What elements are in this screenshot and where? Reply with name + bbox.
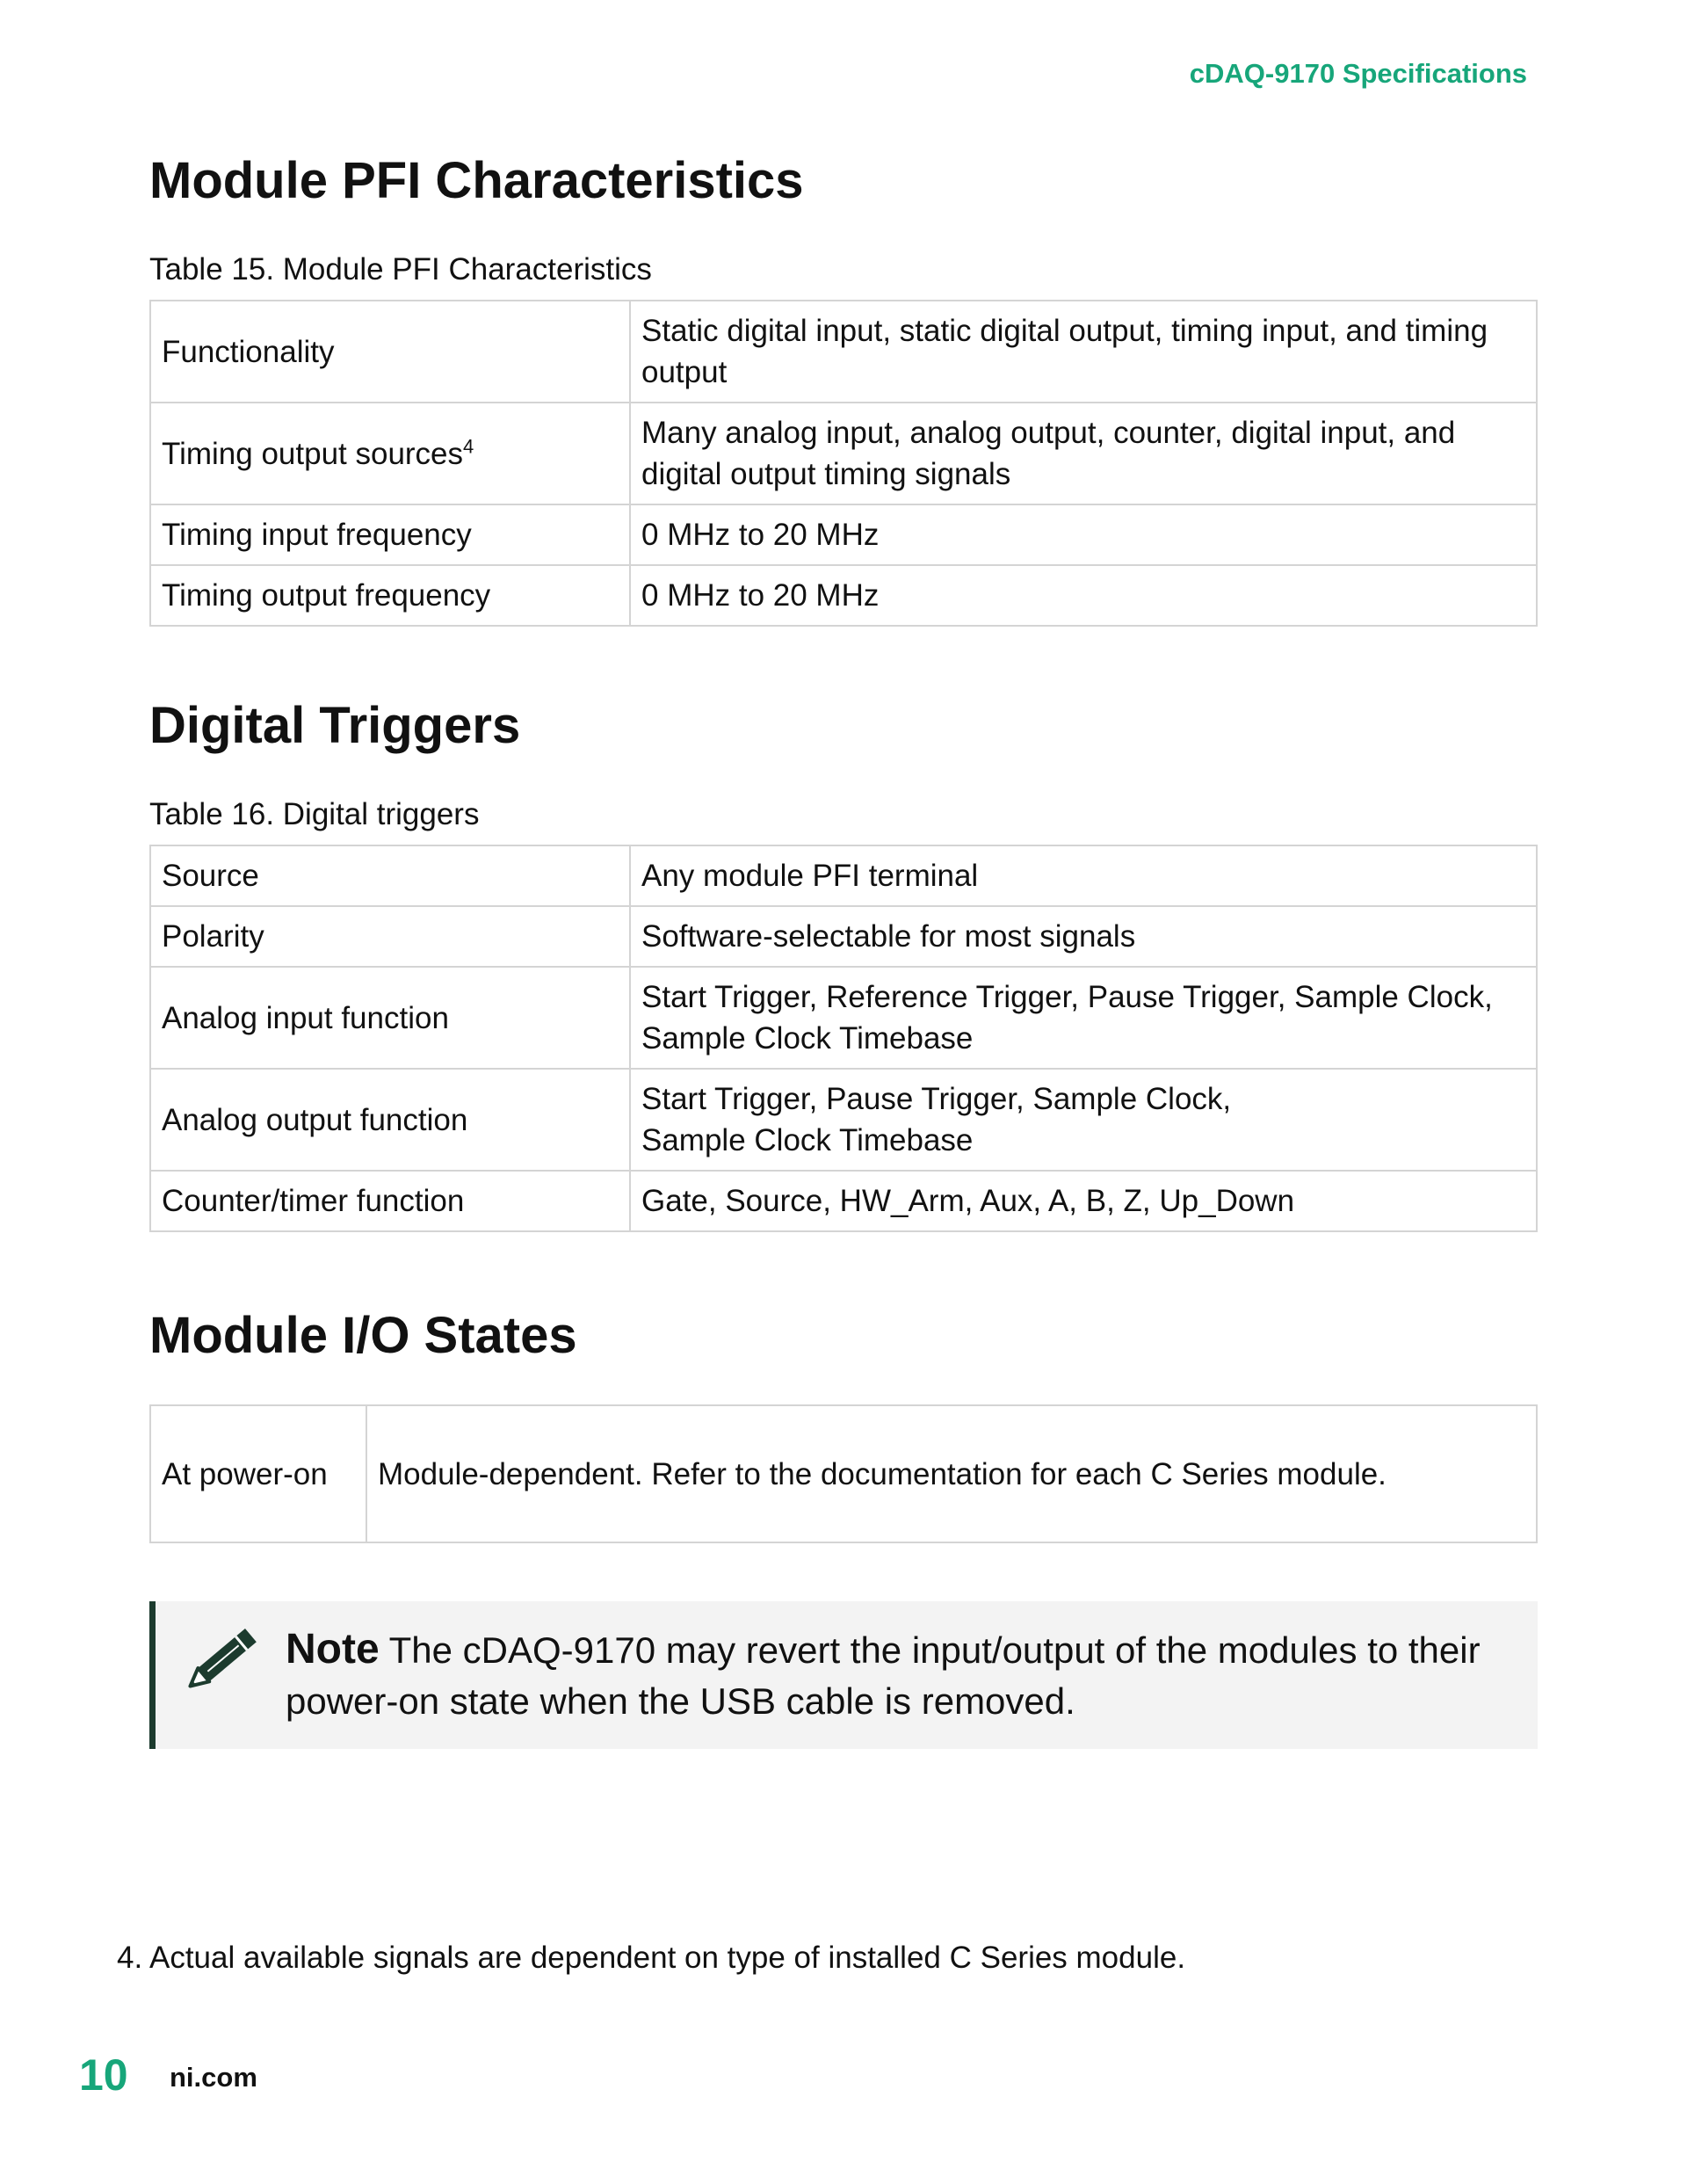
table-cell-key-text: Timing output sources bbox=[162, 436, 464, 471]
table-cell-value: Many analog input, analog output, counter, digital input, and digital output timing signals bbox=[630, 403, 1537, 504]
running-header: cDAQ-9170 Specifications bbox=[1189, 58, 1527, 89]
table-cell-key: Counter/timer function bbox=[150, 1171, 630, 1231]
note-text bbox=[286, 1624, 1516, 1727]
table-cell-key bbox=[150, 403, 630, 504]
site-link[interactable]: ni.com bbox=[170, 2062, 257, 2093]
table-cell-value: Start Trigger, Reference Trigger, Pause Trigger, Sample Clock, Sample Clock Timebase bbox=[630, 967, 1537, 1069]
table-row bbox=[150, 565, 1537, 626]
note-box bbox=[149, 1601, 1538, 1749]
table-row bbox=[150, 906, 1537, 967]
table-row bbox=[150, 1171, 1537, 1231]
table-row bbox=[150, 301, 1537, 403]
table-cell-value: Static digital input, static digital output, timing input, and timing output bbox=[630, 301, 1537, 403]
footnote-ref: 4 bbox=[463, 434, 474, 457]
table-cell-value-line: Start Trigger, Pause Trigger, Sample Clock, bbox=[641, 1082, 1232, 1116]
table-row bbox=[150, 1069, 1537, 1171]
table-cell-key: At power-on bbox=[150, 1405, 366, 1542]
io-states-table bbox=[149, 1404, 1538, 1543]
section-title-io-states: Module I/O States bbox=[149, 1307, 577, 1364]
table-cell-value: Module-dependent. Refer to the documentation for each C Series module. bbox=[366, 1405, 1537, 1542]
table-cell-key: Timing input frequency bbox=[150, 504, 630, 565]
note-label: Note bbox=[286, 1626, 380, 1672]
table-cell-key: Timing output frequency bbox=[150, 565, 630, 626]
table-cell-key: Functionality bbox=[150, 301, 630, 403]
pencil-icon bbox=[175, 1610, 272, 1707]
table-cell-key: Analog input function bbox=[150, 967, 630, 1069]
table-cell-value-line: Sample Clock Timebase bbox=[641, 1123, 974, 1157]
table-cell-value: 0 MHz to 20 MHz bbox=[630, 504, 1537, 565]
table-cell-value: Gate, Source, HW_Arm, Aux, A, B, Z, Up_Down bbox=[630, 1171, 1537, 1231]
table-cell-key: Source bbox=[150, 845, 630, 906]
table-cell-value: Any module PFI terminal bbox=[630, 845, 1537, 906]
section-title-triggers: Digital Triggers bbox=[149, 697, 521, 754]
table-cell-key: Polarity bbox=[150, 906, 630, 967]
table-row bbox=[150, 845, 1537, 906]
table-caption-pfi: Table 15. Module PFI Characteristics bbox=[149, 252, 652, 287]
table-cell-value: Software-selectable for most signals bbox=[630, 906, 1537, 967]
footnote: 4. Actual available signals are dependent on type of installed C Series module. bbox=[117, 1941, 1186, 1975]
table-row bbox=[150, 504, 1537, 565]
table-cell-value bbox=[630, 1069, 1537, 1171]
table-row bbox=[150, 1405, 1537, 1542]
section-title-pfi: Module PFI Characteristics bbox=[149, 152, 804, 209]
table-caption-triggers: Table 16. Digital triggers bbox=[149, 797, 480, 831]
triggers-table bbox=[149, 845, 1538, 1232]
page-number: 10 bbox=[79, 2050, 128, 2100]
table-cell-value: 0 MHz to 20 MHz bbox=[630, 565, 1537, 626]
note-body: The cDAQ-9170 may revert the input/output of the modules to their power-on state when the USB cable is removed. bbox=[286, 1629, 1481, 1722]
table-row bbox=[150, 967, 1537, 1069]
pfi-table bbox=[149, 300, 1538, 627]
table-cell-key: Analog output function bbox=[150, 1069, 630, 1171]
table-row bbox=[150, 403, 1537, 504]
